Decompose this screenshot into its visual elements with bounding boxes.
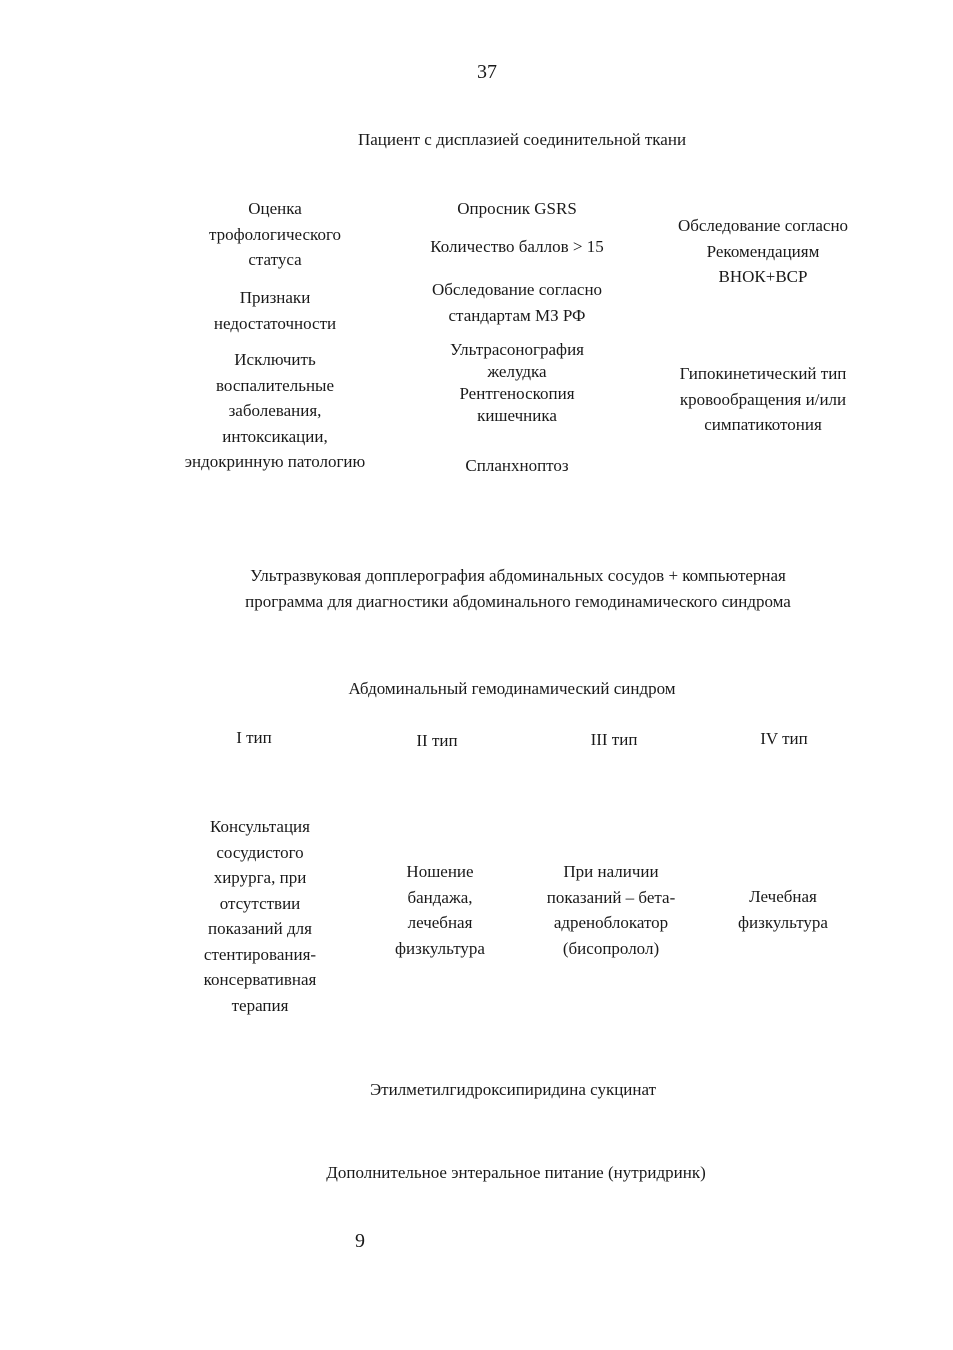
syndrome-title: Абдоминальный гемодинамический синдром: [348, 679, 676, 698]
page-number-top: 37: [477, 61, 497, 83]
vnok-recommendations-box: Обследование согласно Рекомендациям ВНОК+ВСР: [677, 216, 849, 286]
type-3-label: III тип: [590, 730, 638, 749]
type-1-label: I тип: [236, 728, 272, 747]
type-2-label: II тип: [416, 731, 458, 750]
insufficiency-signs-box: Признаки недостаточности: [213, 288, 337, 333]
imaging-box: Ультрасонография желудка Рентгеноскопия кишечника: [450, 340, 584, 425]
hypokinetic-type-box: Гипокинетический тип кровообращения и/или симпатикотония: [679, 364, 847, 434]
type-3-treatment: При наличии показаний – бета- адреноблокатор (бисопролол): [546, 862, 676, 958]
splanchnoptosis-box: Спланхноптоз: [465, 456, 569, 475]
flowchart-title: Пациент с дисплазией соединительной ткани: [357, 130, 687, 149]
doppler-box: Ультразвуковая допплерография абдоминальных сосудов + компьютерная программа для диагностики абдоминального гемодинамического синдрома: [245, 566, 791, 611]
page-number-bottom: 9: [355, 1230, 365, 1252]
gsrs-score-box: Количество баллов > 15: [430, 237, 604, 256]
type-4-treatment: Лечебная физкультура: [738, 887, 828, 932]
trophological-status-box: Оценка трофологического статуса: [209, 199, 341, 269]
mz-standards-box: Обследование согласно стандартам МЗ РФ: [431, 280, 603, 325]
type-4-label: IV тип: [760, 729, 808, 748]
type-2-treatment: Ношение бандажа, лечебная физкультура: [395, 862, 485, 958]
drug-box: Этилметилгидроксипиридина сукцинат: [369, 1080, 657, 1099]
gsrs-questionnaire-box: Опросник GSRS: [457, 199, 577, 218]
type-1-treatment: Консультация сосудистого хирурга, при отсутствии показаний для стентирования- консервативная терапия: [203, 817, 317, 1015]
exclude-pathology-box: Исключить воспалительные заболевания, интоксикации, эндокринную патологию: [184, 350, 366, 471]
nutrition-box: Дополнительное энтеральное питание (нутридринк): [326, 1163, 706, 1182]
